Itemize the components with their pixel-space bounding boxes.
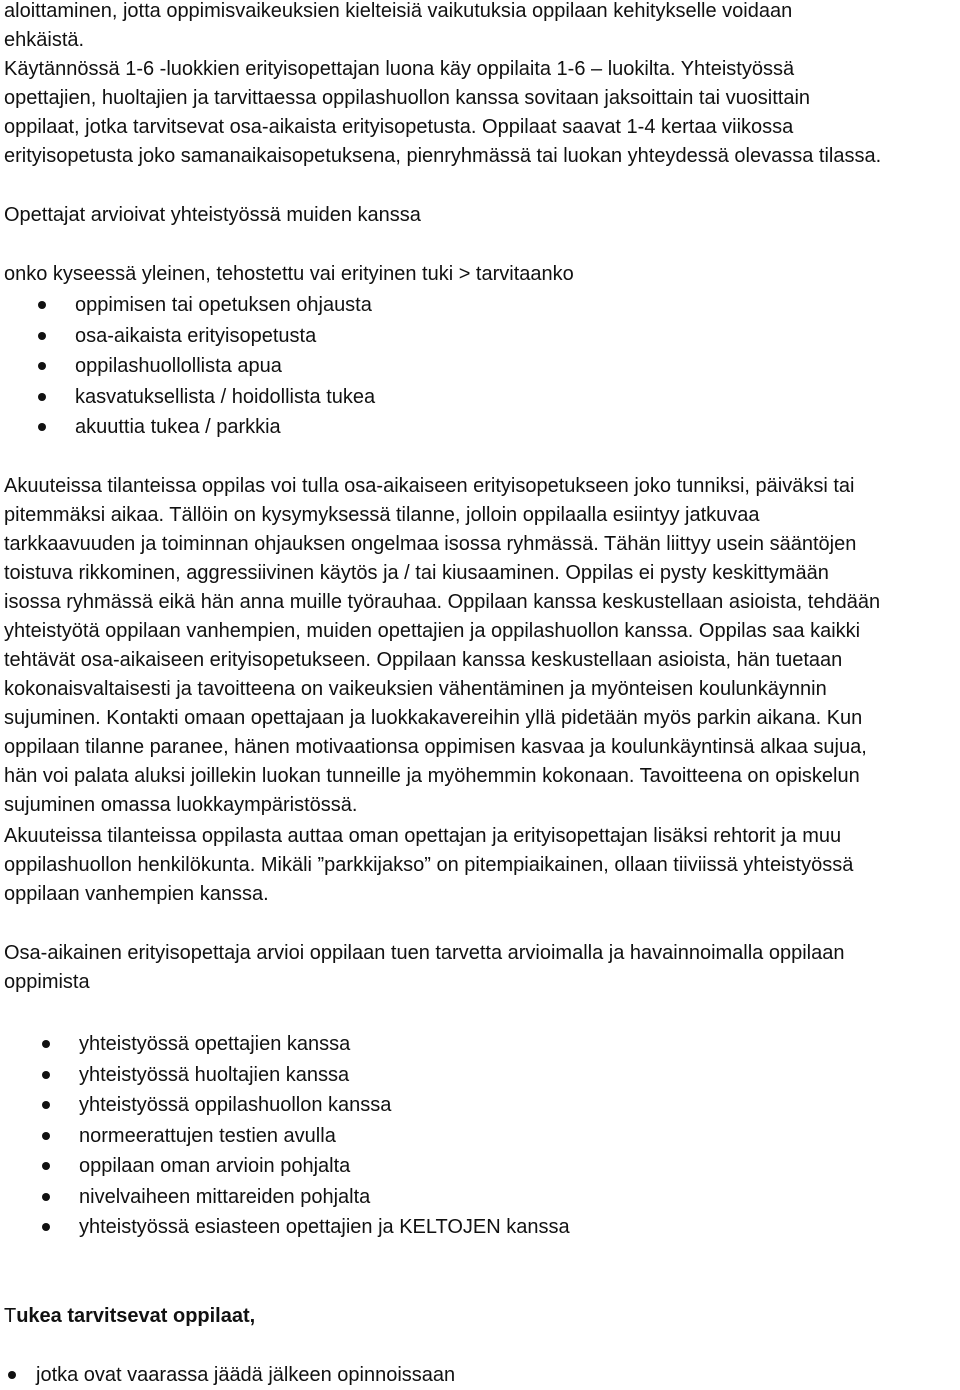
text-line: kokonaisvaltaisesti ja tavoitteena on vaikeuksien vähentäminen ja myönteisen koulunkäynnin [4,678,827,700]
bullet-icon [42,1101,50,1109]
text-line: Osa-aikainen erityisopettaja arvioi oppilaan tuen tarvetta arvioimalla ja havainnoimalla oppilaan [4,942,845,964]
text-line: oppilaan tilanne paranee, hänen motivaationsa oppimisen kasvaa ja koulunkäyntinsä alkaa sujua, [4,736,867,758]
list-item [0,290,375,321]
text-line: Akuuteissa tilanteissa oppilas voi tulla osa-aikaiseen erityisopetukseen joko tunniksi, päiväksi tai [4,475,855,497]
text-line: aloittaminen, jotta oppimisvaikeuksien kielteisiä vaikutuksia oppilaan kehitykselle voidaan [4,0,793,22]
list-item [0,382,375,413]
text-line: hän voi palata aluksi joillekin luokan tunneille ja myöhemmin kokonaan. Tavoitteena on opiskelun [4,765,860,787]
bullet-icon [38,423,46,431]
list-item-text: oppimisen tai opetuksen ohjausta [75,294,372,316]
section-heading [4,1301,255,1331]
list-item [0,1182,570,1213]
list-item [0,1090,570,1121]
bullet-icon [42,1193,50,1201]
text-line: sujuminen omassa luokkaympäristössä. [4,794,358,816]
bullet-icon [42,1162,50,1170]
list-item-text: osa-aikaista erityisopetusta [75,324,317,347]
bullet-icon [42,1071,50,1079]
text-line: sujuminen. Kontakti omaan opettajaan ja luokkakavereihin yllä pidetään myös parkin aikana. Kun [4,707,863,729]
final-list [0,1360,455,1390]
list-item-text: oppilashuollollista apua [75,355,282,378]
text-line: Käytännössä 1-6 -luokkien erityisopettajan luona käy oppilaita 1-6 – luokilta. Yhteistyössä [4,58,795,80]
support-list [0,290,375,443]
staff-paragraph [4,822,960,909]
bullet-icon [38,332,46,340]
text-line: toistuva rikkominen, aggressiivinen käytös ja / tai kiusaaminen. Oppilas ei pysty keskittymään [4,562,829,584]
text-line: oppilaan vanhempien kanssa. [4,883,269,905]
acute-paragraph [4,472,960,820]
list-item-text: yhteistyössä opettajien kanssa [79,1033,351,1055]
text-line: tarkkaavuuden ja toiminnan ohjauksen ongelmaa isossa ryhmässä. Tähän liittyy usein sääntöjen [4,533,857,555]
list-item [0,321,375,352]
list-item-text: jotka ovat vaarassa jäädä jälkeen opinnoissaan [36,1364,456,1386]
text-line: isossa ryhmässä eikä hän anna muille työrauhaa. Oppilaan kanssa keskustellaan asioista, tehdään [4,591,881,613]
bullet-icon [38,362,46,370]
bullet-icon [42,1223,50,1231]
list-item [0,1212,570,1243]
list-item [0,412,375,443]
bullet-icon [8,1371,16,1379]
list-item-text: akuuttia tukea / parkkia [75,416,281,439]
support-question: onko kyseessä yleinen, tehostettu vai erityinen tuki > tarvitaanko [4,263,574,285]
text-line: oppimista [4,971,90,993]
list-item-text: kasvatuksellista / hoidollista tukea [75,385,376,408]
list-item-text: yhteistyössä oppilashuollon kanssa [79,1094,392,1116]
list-item-text: oppilaan oman arvioin pohjalta [79,1155,351,1177]
bullet-icon [38,393,46,401]
text-line: tehtävät osa-aikaiseen erityisopetukseen. Oppilaan kanssa keskustellaan asioista, hän tuetaan [4,649,843,671]
list-item-text: nivelvaiheen mittareiden pohjalta [79,1185,371,1208]
list-item-text: yhteistyössä huoltajien kanssa [79,1063,350,1086]
text-line: Akuuteissa tilanteissa oppilasta auttaa oman opettajan ja erityisopettajan lisäksi rehtorit ja muu [4,825,842,847]
assessment-list [0,1029,570,1243]
bullet-icon [38,301,46,309]
heading-rest: ukea tarvitsevat oppilaat, [16,1305,256,1327]
list-item-text: yhteistyössä esiasteen opettajien ja KELTOJEN kanssa [79,1216,570,1238]
text-line: pitemmäksi aikaa. Tällöin on kysymyksessä tilanne, jolloin oppilaalla esiintyy jatkuvaa [4,504,760,526]
heading-first-letter: T [4,1305,17,1327]
text-line: oppilaat, jotka tarvitsevat osa-aikaista erityisopetusta. Oppilaat saavat 1-4 kertaa viikossa [4,116,794,138]
list-item [0,1360,455,1390]
text-line: oppilashuollon henkilökunta. Mikäli ”parkkijakso” on pitempiaikainen, ollaan tiiviissä yhteistyössä [4,854,854,876]
text-line: ehkäistä. [4,29,85,51]
list-item [0,351,375,382]
text-line: erityisopetusta joko samanaikaisopetuksena, pienryhmässä tai luokan yhteydessä olevassa tilassa. [4,145,882,167]
text-line: opettajien, huoltajien ja tarvittaessa oppilashuollon kanssa sovitaan jaksoittain tai vuosittain [4,87,811,109]
bullet-icon [42,1040,50,1048]
list-item [0,1060,570,1091]
assess-line: Opettajat arvioivat yhteistyössä muiden kanssa [4,204,421,226]
list-item [0,1151,570,1182]
list-item [0,1029,570,1060]
list-item-text: normeerattujen testien avulla [79,1124,336,1147]
list-item [0,1121,570,1152]
text-line: yhteistyötä oppilaan vanhempien, muiden opettajien ja oppilashuollon kanssa. Oppilas saa kaikki [4,620,861,642]
intro-paragraph [4,0,960,171]
assessment-paragraph [4,939,960,997]
bullet-icon [42,1132,50,1140]
